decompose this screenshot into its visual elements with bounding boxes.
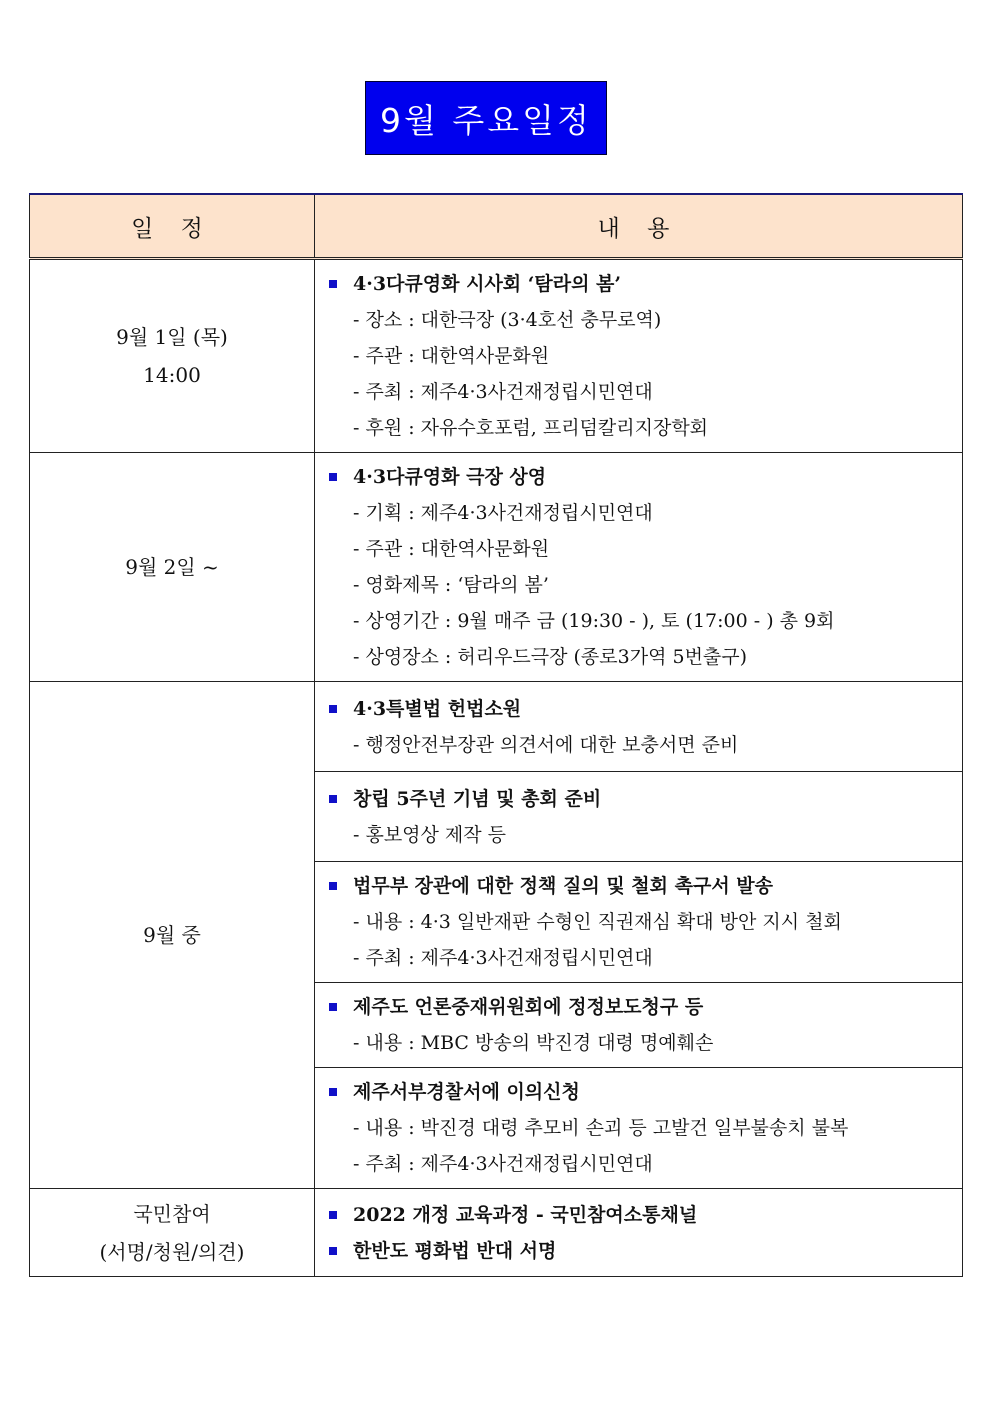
content-cell <box>315 682 963 772</box>
item-heading: 제주서부경찰서에 이의신청 <box>329 1074 962 1110</box>
header-content: 내 용 <box>315 194 963 259</box>
date-cell <box>30 682 315 1189</box>
item-heading: 한반도 평화법 반대 서명 <box>329 1233 962 1269</box>
square-bullet-icon <box>329 473 337 481</box>
item-detail: - 주관 : 대한역사문화원 <box>353 538 550 560</box>
square-bullet-icon <box>329 795 337 803</box>
item-heading: 2022 개정 교육과정 - 국민참여소통채널 <box>329 1197 962 1233</box>
item-heading: 창립 5주년 기념 및 총회 준비 <box>329 781 962 817</box>
item-detail: - 기획 : 제주4·3사건재정립시민연대 <box>353 502 653 524</box>
content-cell <box>315 862 963 983</box>
item-detail: - 내용 : 박진경 대령 추모비 손괴 등 고발건 일부불송치 불복 <box>353 1117 849 1139</box>
item-heading: 제주도 언론중재위원회에 정정보도청구 등 <box>329 989 962 1025</box>
item-heading: 4·3다큐영화 시사회 ‘탐라의 봄’ <box>329 266 962 302</box>
date-line: 9월 1일 (목) <box>116 325 228 349</box>
square-bullet-icon <box>329 1003 337 1011</box>
item-detail: - 상영장소 : 허리우드극장 (종로3가역 5번출구) <box>353 646 748 668</box>
item-detail: - 후원 : 자유수호포럼, 프리덤칼리지장학회 <box>353 417 709 439</box>
content-cell <box>315 453 963 682</box>
square-bullet-icon <box>329 705 337 713</box>
item-detail: - 상영기간 : 9월 매주 금 (19:30 - ), 토 (17:00 - ) 총 9회 <box>353 610 835 632</box>
date-line: (서명/청원/의견) <box>99 1239 245 1264</box>
item-detail: - 주최 : 제주4·3사건재정립시민연대 <box>353 1153 653 1175</box>
square-bullet-icon <box>329 1211 337 1219</box>
square-bullet-icon <box>329 882 337 890</box>
page-title: 9월 주요일정 <box>380 100 592 140</box>
item-detail: - 영화제목 : ‘탐라의 봄’ <box>353 574 549 596</box>
item-detail: - 내용 : MBC 방송의 박진경 대령 명예훼손 <box>353 1032 714 1054</box>
content-cell <box>315 259 963 453</box>
content-cell <box>315 983 963 1068</box>
item-detail: - 내용 : 4·3 일반재판 수형인 직권재심 확대 방안 지시 철회 <box>353 911 842 933</box>
date-line: 국민참여 <box>133 1201 211 1226</box>
item-detail: - 홍보영상 제작 등 <box>353 823 507 846</box>
header-date: 일 정 <box>30 194 315 259</box>
table-row <box>30 682 963 772</box>
date-cell <box>30 259 315 453</box>
item-detail: - 행정안전부장관 의견서에 대한 보충서면 준비 <box>353 733 739 756</box>
date-line: 9월 2일 ~ <box>125 555 219 579</box>
table-header-row <box>30 194 963 259</box>
item-detail: - 장소 : 대한극장 (3·4호선 충무로역) <box>353 309 662 331</box>
item-heading: 법무부 장관에 대한 정책 질의 및 철회 촉구서 발송 <box>329 868 962 904</box>
table-row <box>30 453 963 682</box>
item-heading: 4·3특별법 헌법소원 <box>329 691 962 727</box>
date-line: 9월 중 <box>143 923 201 947</box>
item-detail: - 주최 : 제주4·3사건재정립시민연대 <box>353 381 653 403</box>
content-cell <box>315 1189 963 1277</box>
schedule-table <box>29 193 963 1277</box>
date-cell <box>30 1189 315 1277</box>
square-bullet-icon <box>329 280 337 288</box>
content-cell <box>315 1068 963 1189</box>
square-bullet-icon <box>329 1247 337 1255</box>
content-cell <box>315 772 963 862</box>
item-detail: - 주관 : 대한역사문화원 <box>353 345 550 367</box>
table-row <box>30 259 963 453</box>
table-row <box>30 1189 963 1277</box>
date-line: 14:00 <box>143 363 201 387</box>
item-detail: - 주최 : 제주4·3사건재정립시민연대 <box>353 947 653 969</box>
item-heading: 4·3다큐영화 극장 상영 <box>329 459 962 495</box>
square-bullet-icon <box>329 1088 337 1096</box>
date-cell <box>30 453 315 682</box>
page-title-box <box>365 81 607 155</box>
